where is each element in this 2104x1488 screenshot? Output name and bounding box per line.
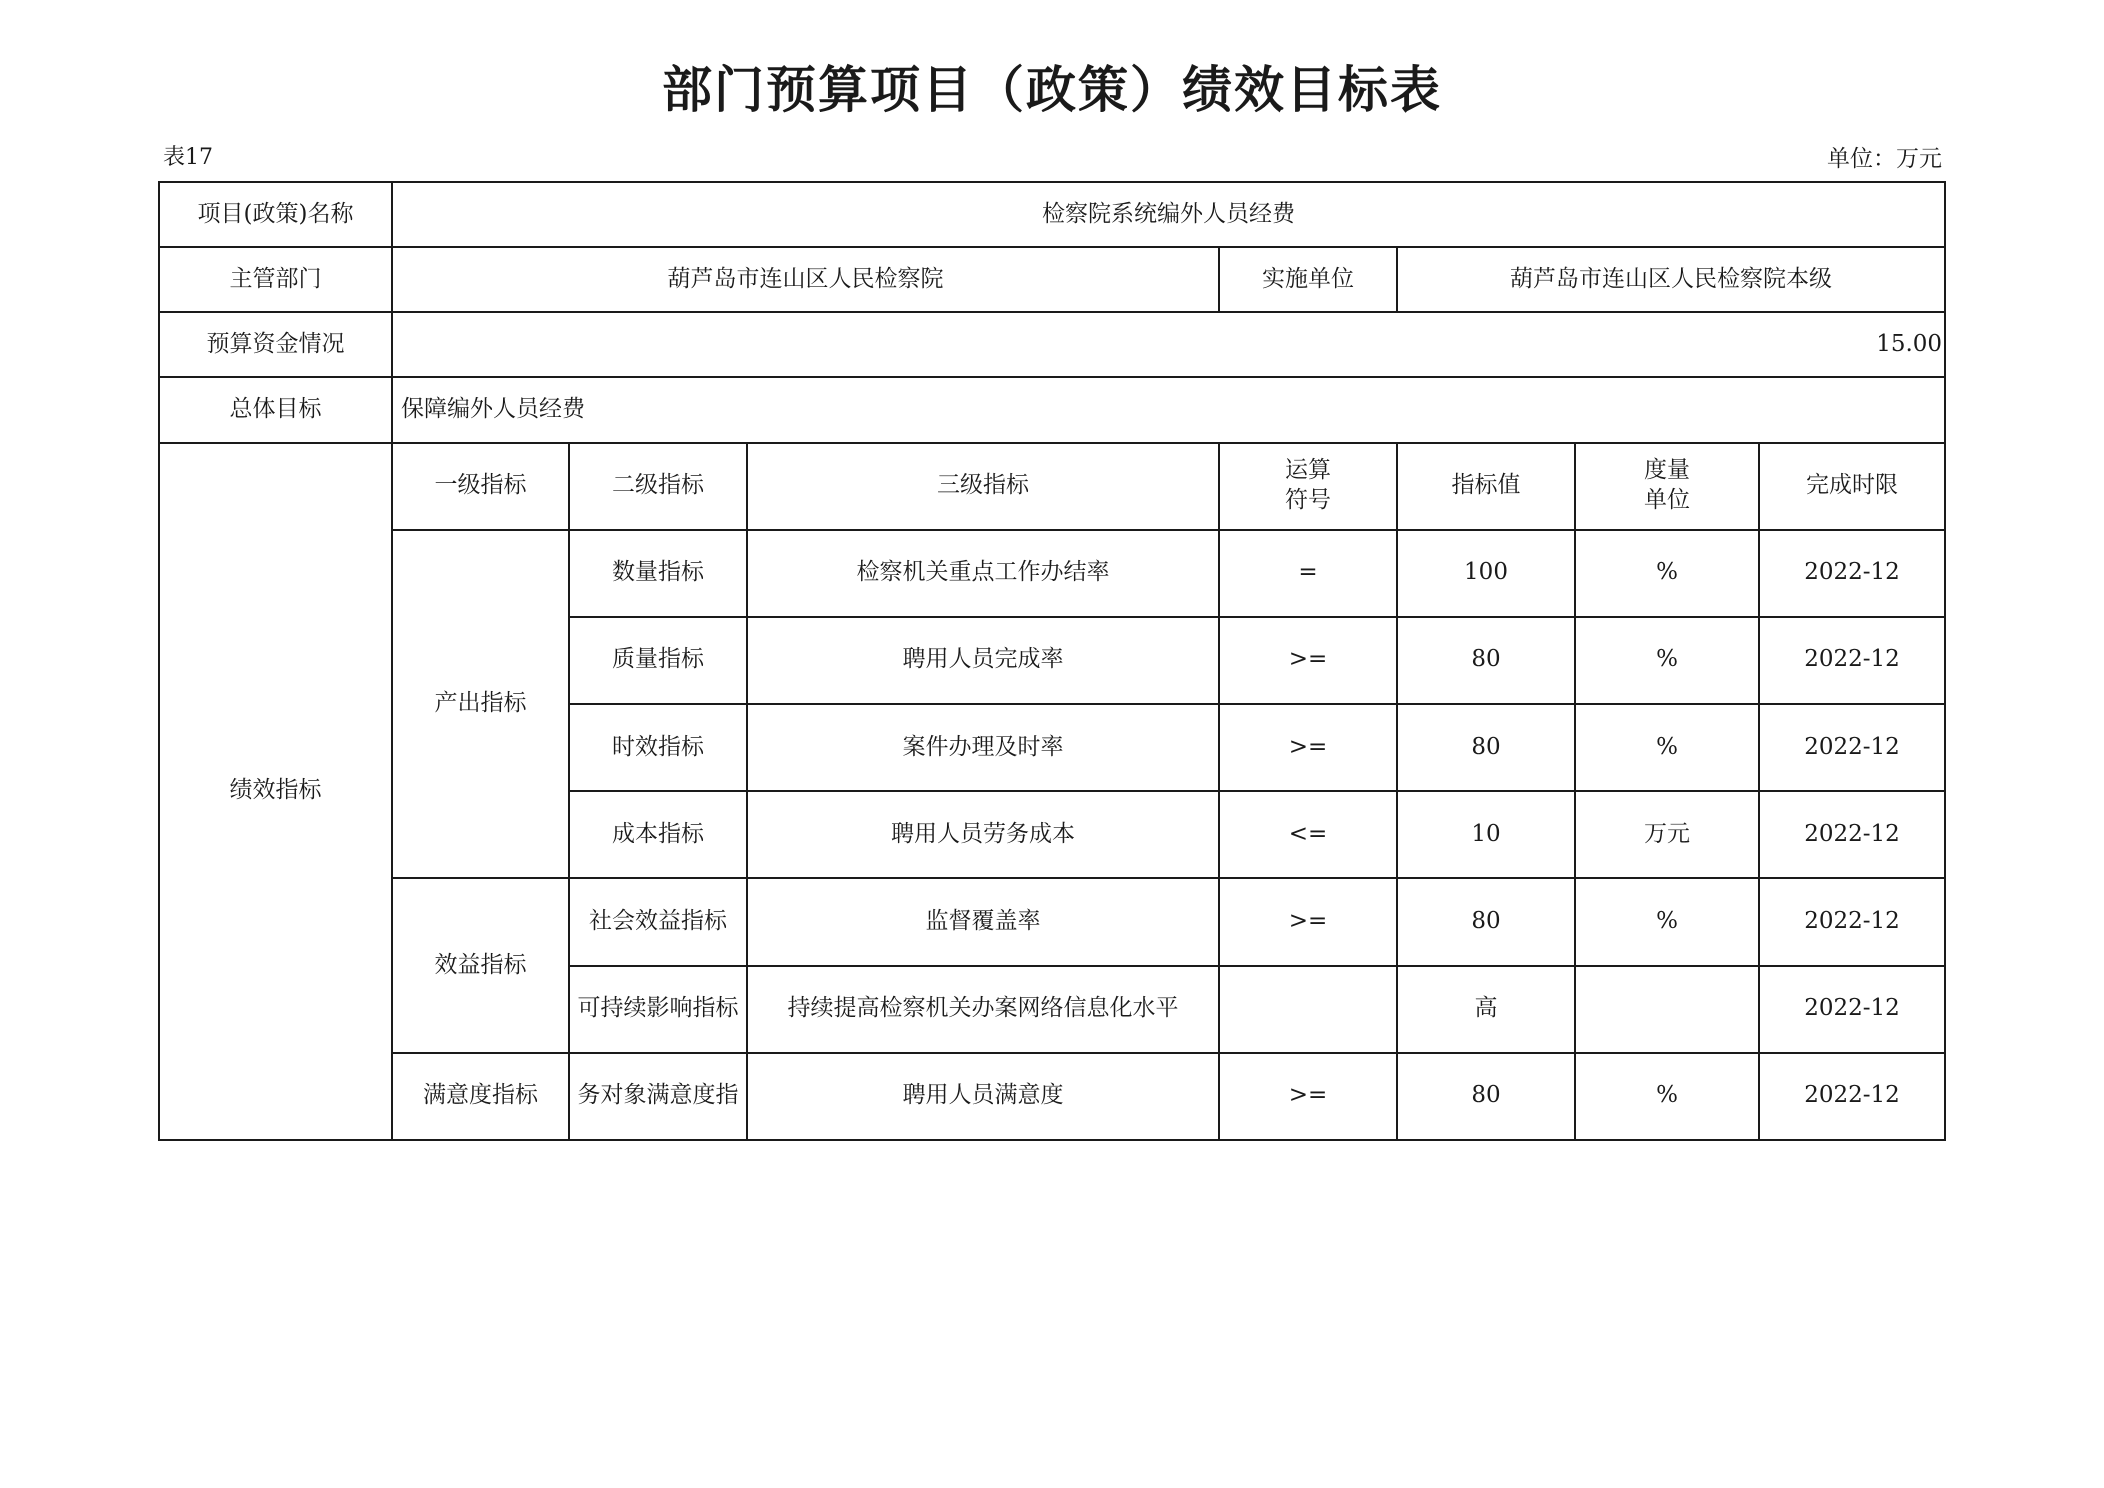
performance-target-table xyxy=(158,181,1946,1141)
group-benefit: 效益指标 xyxy=(392,878,569,1052)
row-value: 100 xyxy=(1397,530,1575,617)
row-unit xyxy=(1575,966,1759,1053)
budget-label: 预算资金情况 xyxy=(159,312,392,377)
row-level2: 数量指标 xyxy=(569,530,747,617)
indicator-header-row xyxy=(159,443,1945,530)
group-satisfaction: 满意度指标 xyxy=(392,1053,569,1140)
row-deadline: 2022-12 xyxy=(1759,791,1945,878)
row-unit: % xyxy=(1575,530,1759,617)
row-level3: 监督覆盖率 xyxy=(747,878,1219,965)
implementer-value: 葫芦岛市连山区人民检察院本级 xyxy=(1397,247,1945,312)
row-unit: 万元 xyxy=(1575,791,1759,878)
row-level2: 可持续影响指标 xyxy=(569,966,747,1053)
header-unit-line1: 度量 xyxy=(1644,457,1690,484)
unit-label: 单位：万元 xyxy=(1827,146,1942,172)
header-operator-line2: 符号 xyxy=(1285,487,1331,514)
budget-row xyxy=(159,312,1945,377)
department-value: 葫芦岛市连山区人民检察院 xyxy=(392,247,1219,312)
row-operator: >= xyxy=(1219,878,1397,965)
row-level2: 质量指标 xyxy=(569,617,747,704)
overall-goal-value: 保障编外人员经费 xyxy=(392,377,1945,442)
row-deadline: 2022-12 xyxy=(1759,617,1945,704)
row-operator xyxy=(1219,966,1397,1053)
row-deadline: 2022-12 xyxy=(1759,530,1945,617)
row-level2: 务对象满意度指 xyxy=(569,1053,747,1140)
header-unit xyxy=(1575,443,1759,530)
row-deadline: 2022-12 xyxy=(1759,1053,1945,1140)
header-level2: 二级指标 xyxy=(569,443,747,530)
project-name-row xyxy=(159,182,1945,247)
row-deadline: 2022-12 xyxy=(1759,704,1945,791)
row-unit: % xyxy=(1575,878,1759,965)
row-operator: >= xyxy=(1219,617,1397,704)
row-level3: 聘用人员完成率 xyxy=(747,617,1219,704)
table-number: 表17 xyxy=(163,145,213,170)
header-level1: 一级指标 xyxy=(392,443,569,530)
header-unit-line2: 单位 xyxy=(1644,487,1690,514)
budget-value: 15.00 xyxy=(392,312,1945,377)
row-value: 80 xyxy=(1397,878,1575,965)
row-level2: 时效指标 xyxy=(569,704,747,791)
row-level3: 聘用人员劳务成本 xyxy=(747,791,1219,878)
row-value: 80 xyxy=(1397,704,1575,791)
header-deadline: 完成时限 xyxy=(1759,443,1945,530)
department-label: 主管部门 xyxy=(159,247,392,312)
row-deadline: 2022-12 xyxy=(1759,966,1945,1053)
header-operator-line1: 运算 xyxy=(1285,457,1331,484)
row-operator: = xyxy=(1219,530,1397,617)
header-value: 指标值 xyxy=(1397,443,1575,530)
overall-goal-label: 总体目标 xyxy=(159,377,392,442)
overall-goal-row xyxy=(159,377,1945,442)
row-value: 高 xyxy=(1397,966,1575,1053)
row-value: 10 xyxy=(1397,791,1575,878)
row-level3: 持续提高检察机关办案网络信息化水平 xyxy=(747,966,1219,1053)
row-value: 80 xyxy=(1397,617,1575,704)
header-operator xyxy=(1219,443,1397,530)
page-title: 部门预算项目（政策）绩效目标表 xyxy=(662,61,1442,119)
department-row xyxy=(159,247,1945,312)
table-row xyxy=(159,1053,1945,1140)
indicators-section-label: 绩效指标 xyxy=(159,443,392,1141)
project-name-value: 检察院系统编外人员经费 xyxy=(392,182,1945,247)
row-operator: >= xyxy=(1219,1053,1397,1140)
group-output: 产出指标 xyxy=(392,530,569,879)
row-value: 80 xyxy=(1397,1053,1575,1140)
row-unit: % xyxy=(1575,617,1759,704)
row-operator: >= xyxy=(1219,704,1397,791)
row-operator: <= xyxy=(1219,791,1397,878)
row-level2: 成本指标 xyxy=(569,791,747,878)
implementer-label: 实施单位 xyxy=(1219,247,1397,312)
project-name-label: 项目(政策)名称 xyxy=(159,182,392,247)
row-level3: 聘用人员满意度 xyxy=(747,1053,1219,1140)
row-unit: % xyxy=(1575,1053,1759,1140)
row-level3: 案件办理及时率 xyxy=(747,704,1219,791)
header-level3: 三级指标 xyxy=(747,443,1219,530)
row-unit: % xyxy=(1575,704,1759,791)
row-level3: 检察机关重点工作办结率 xyxy=(747,530,1219,617)
row-deadline: 2022-12 xyxy=(1759,878,1945,965)
row-level2: 社会效益指标 xyxy=(569,878,747,965)
table-row xyxy=(159,530,1945,617)
table-row xyxy=(159,878,1945,965)
